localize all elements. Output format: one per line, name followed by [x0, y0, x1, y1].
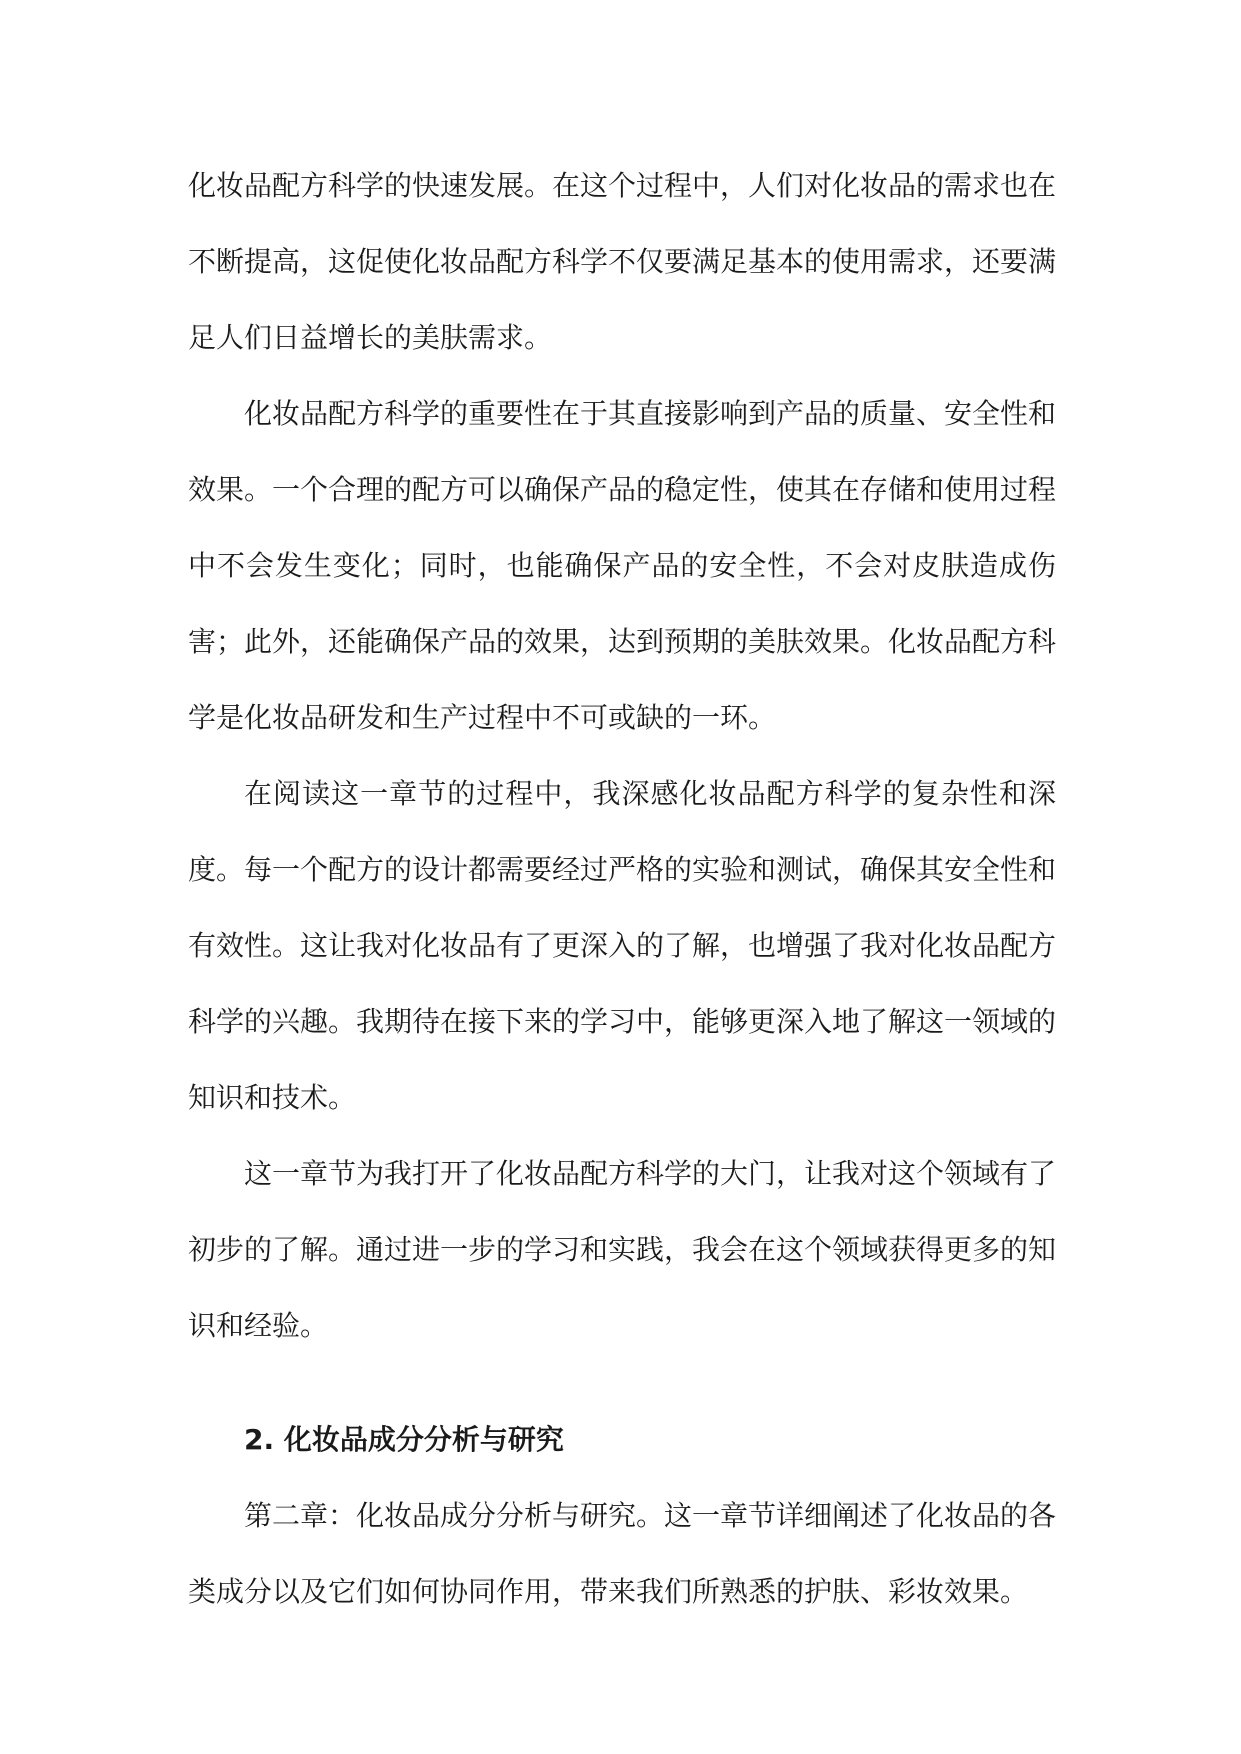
paragraph-reflection: 在阅读这一章节的过程中，我深感化妆品配方科学的复杂性和深度。每一个配方的设计都需要经过严格的实验和测试，确保其安全性和有效性。这让我对化妆品有了更深入的了解，也增强了我对化妆品配方科学的兴趣。我期待在接下来的学习中，能够更深入地了解这一领域的知识和技术。	[188, 777, 1057, 1114]
paragraph-continued: 化妆品配方科学的快速发展。在这个过程中，人们对化妆品的需求也在不断提高，这促使化妆品配方科学不仅要满足基本的使用需求，还要满足人们日益增长的美肤需求。	[188, 169, 1057, 354]
section-paragraph: 第二章：化妆品成分分析与研究。这一章节详细阐述了化妆品的各类成分以及它们如何协同作用，带来我们所熟悉的护肤、彩妆效果。	[188, 1499, 1057, 1608]
section-heading: 2. 化妆品成分分析与研究	[244, 1423, 564, 1456]
paragraph-importance: 化妆品配方科学的重要性在于其直接影响到产品的质量、安全性和效果。一个合理的配方可以确保产品的稳定性，使其在存储和使用过程中不会发生变化；同时，也能确保产品的安全性，不会对皮肤造成伤害；此外，还能确保产品的效果，达到预期的美肤效果。化妆品配方科学是化妆品研发和生产过程中不可或缺的一环。	[188, 397, 1057, 734]
paragraph-conclusion: 这一章节为我打开了化妆品配方科学的大门，让我对这个领域有了初步的了解。通过进一步的学习和实践，我会在这个领域获得更多的知识和经验。	[188, 1157, 1057, 1342]
document-body	[188, 148, 1056, 1630]
